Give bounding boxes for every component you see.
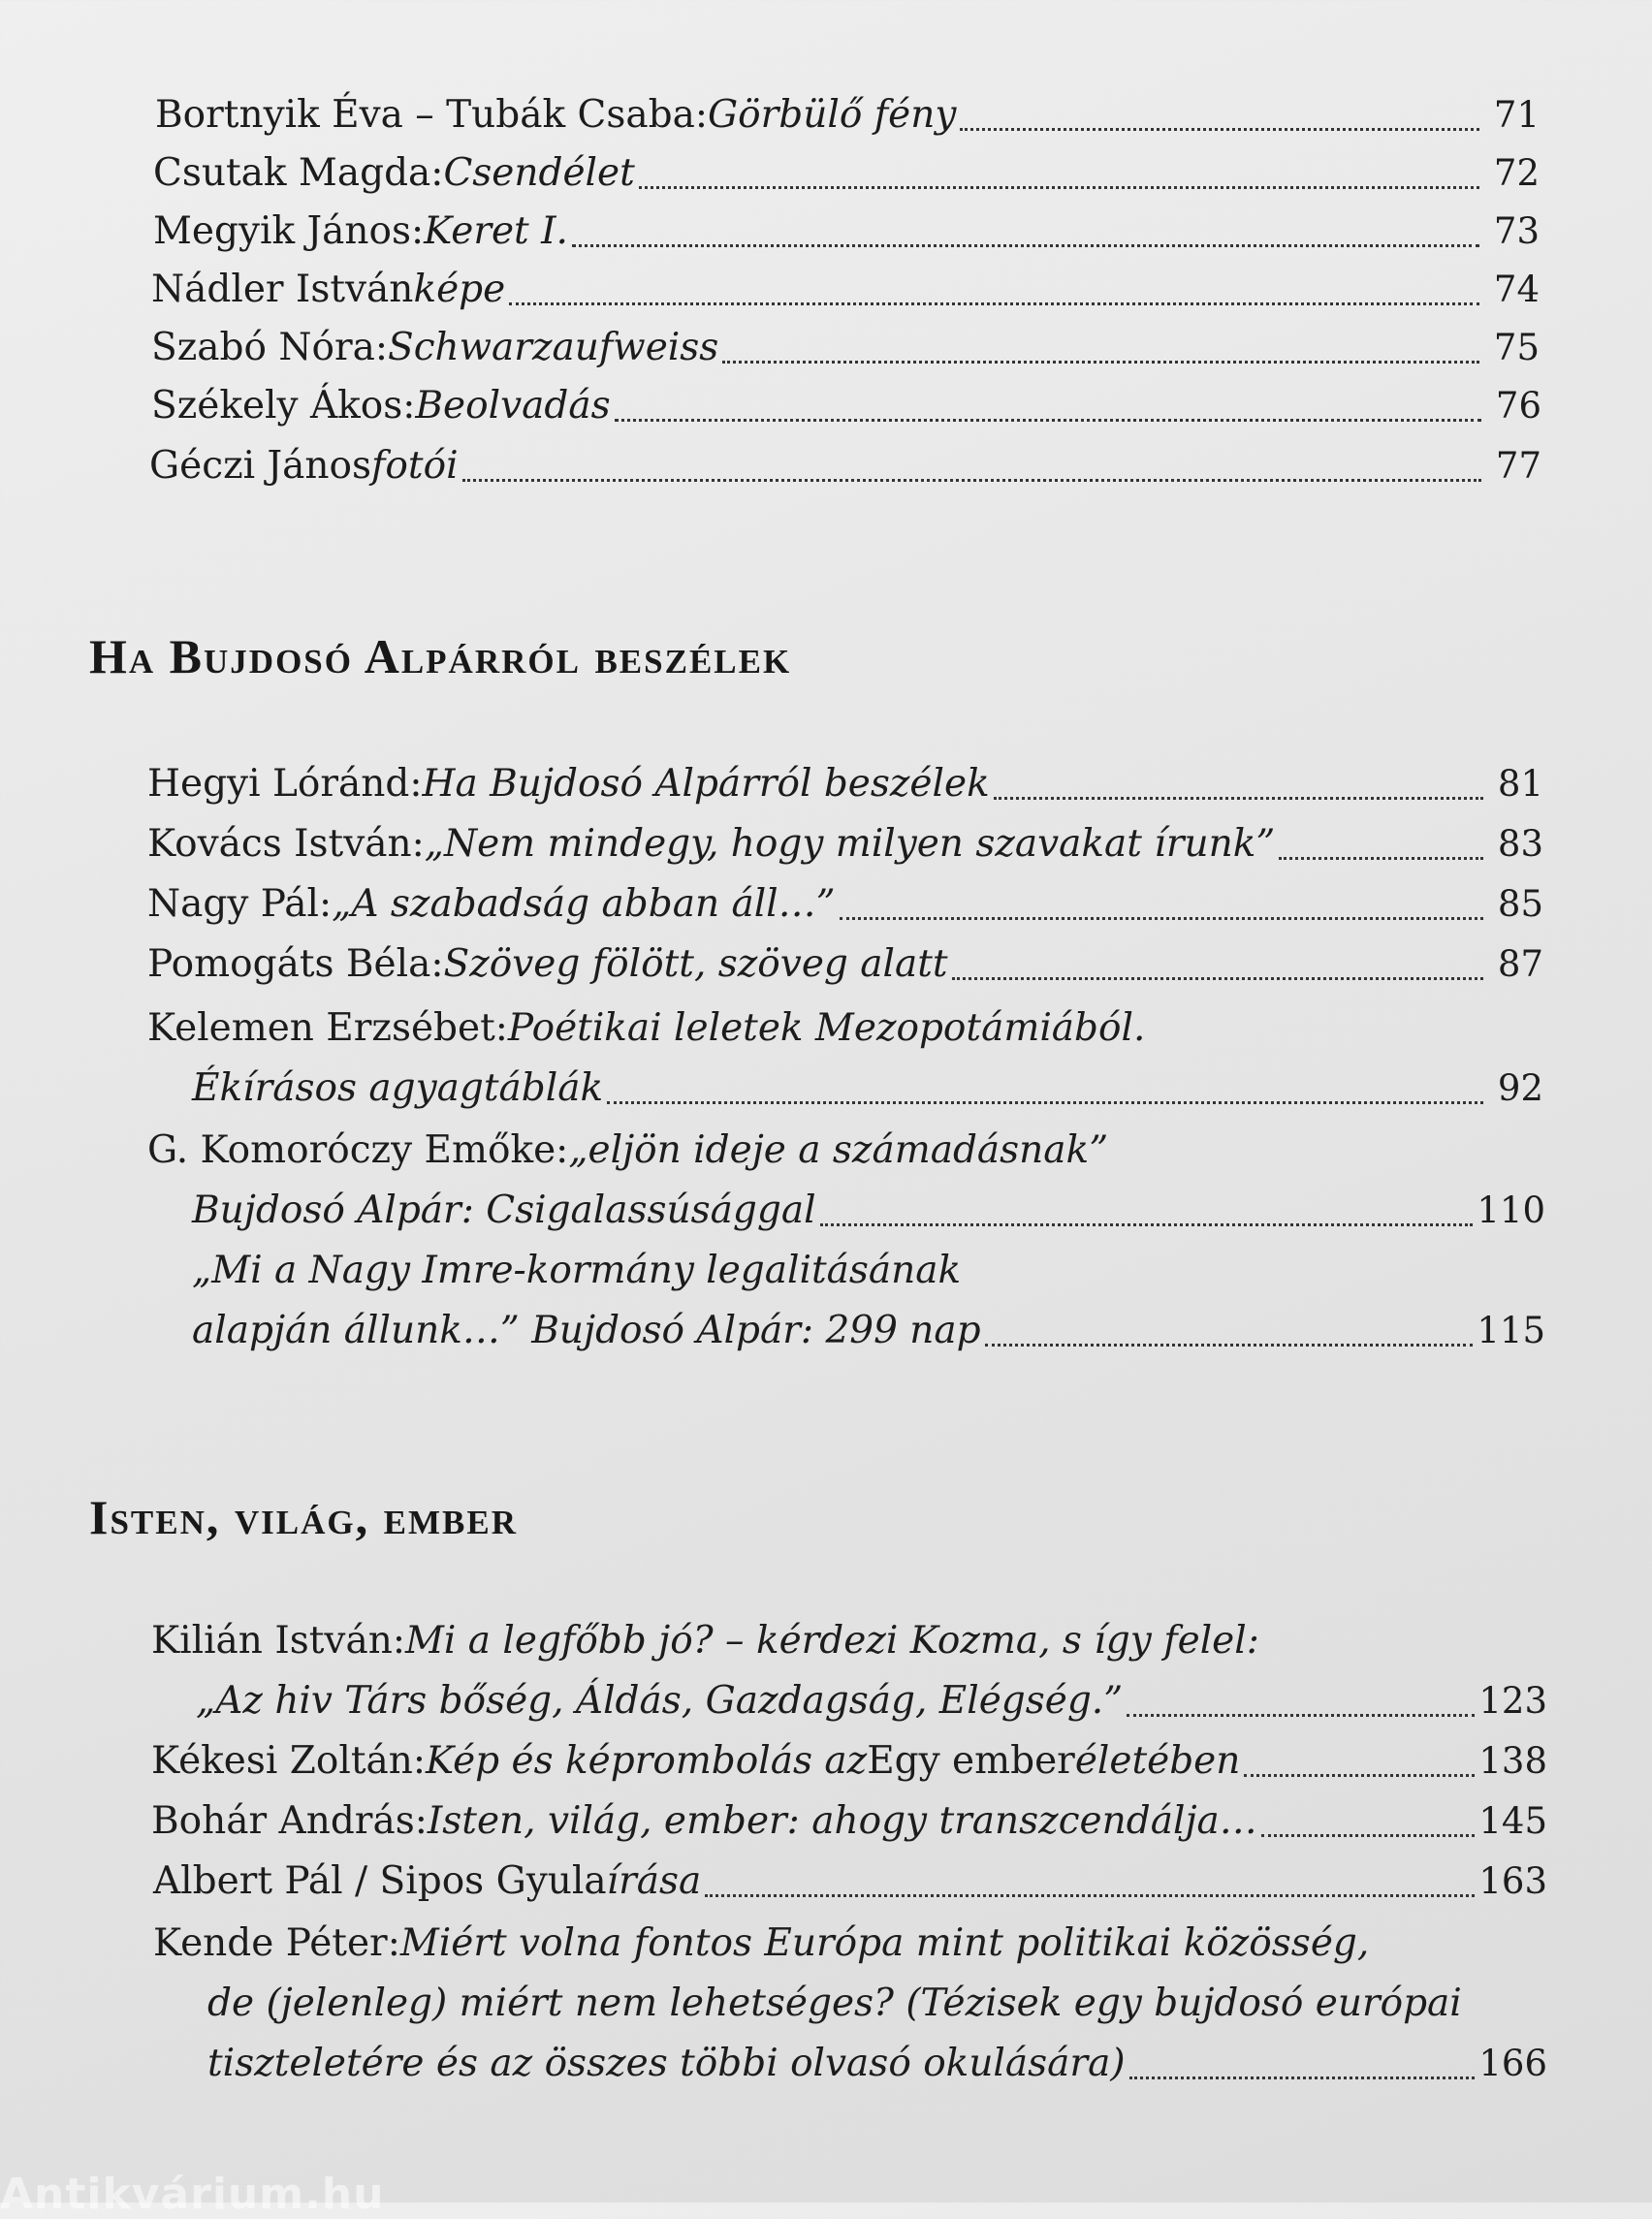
page-number: 145 [1478, 1800, 1547, 1842]
entry-author: Szabó Nóra: [151, 326, 388, 369]
page-number: 87 [1497, 943, 1543, 985]
toc-entry [147, 999, 1543, 1119]
page-number: 92 [1497, 1067, 1543, 1109]
entry-author: Albert Pál / Sipos Gyula [153, 1859, 607, 1903]
dot-leader [572, 241, 1479, 247]
dot-leader [1244, 1771, 1475, 1777]
dot-leader [1279, 854, 1483, 860]
entry-subtitle: „Mi a Nagy Imre-kormány legalitásának [192, 1249, 962, 1292]
dot-leader [615, 416, 1481, 422]
dot-leader [985, 1341, 1474, 1347]
entry-author: Megyik János: [153, 209, 425, 253]
entry-title-continued: Ékírásos agyagtáblák [192, 1066, 604, 1110]
entry-title: írása [606, 1859, 702, 1903]
entry-subtitle: Bujdosó Alpár: Csigalassúsággal [192, 1189, 816, 1232]
entry-author: Csutak Magda: [153, 151, 444, 195]
dot-leader [607, 1098, 1483, 1104]
section-heading: Ha Bujdosó Alpárról beszélek [89, 629, 792, 683]
page-number: 123 [1478, 1680, 1547, 1722]
entry-title: képe [413, 268, 506, 311]
page-number: 115 [1477, 1310, 1545, 1351]
toc-entry [153, 1852, 1547, 1912]
page-number: 163 [1478, 1860, 1547, 1902]
entry-author: Bortnyik Éva – Tubák Csaba: [155, 93, 708, 137]
toc-entry [153, 143, 1540, 204]
toc-entry [149, 436, 1541, 496]
entry-title: „A szabadság abban áll…” [332, 882, 836, 926]
toc-entry [151, 318, 1540, 378]
entry-author: Nádler István [151, 268, 414, 311]
dot-leader [722, 358, 1479, 364]
entry-title: Ha Bujdosó Alpárról beszélek [422, 762, 990, 806]
entry-author: Székely Ákos: [151, 384, 416, 428]
dot-leader [1127, 1711, 1475, 1717]
entry-author: G. Komoróczy Emőke: [147, 1128, 569, 1172]
entry-subtitle-continued: alapján állunk…” Bujdosó Alpár: 299 nap [192, 1309, 981, 1352]
entry-title: Miért volna fontos Európa mint politikai közösség, [399, 1921, 1370, 1965]
entry-author: Kende Péter: [153, 1921, 400, 1965]
entry-title: Görbülő fény [708, 93, 957, 137]
dot-leader [509, 300, 1479, 305]
toc-entry [151, 1791, 1547, 1852]
entry-author: Bohár András: [151, 1799, 428, 1843]
entry-title-continued: tiszteletére és az összes többi olvasó okulására) [207, 2042, 1126, 2085]
entry-title: Beolvadás [415, 384, 611, 428]
dot-leader [994, 794, 1483, 800]
dot-leader [639, 183, 1479, 189]
page-number: 71 [1493, 94, 1540, 136]
entry-title-continued: de (jelenleg) miért nem lehetséges? (Tézisek egy bujdosó európai [207, 1981, 1462, 2025]
page-number: 83 [1497, 823, 1543, 865]
entry-author: Kékesi Zoltán: [151, 1739, 426, 1783]
toc-entry [155, 85, 1540, 145]
entry-title-continued: „Az hiv Társ bőség, Áldás, Gazdagság, Elégség.” [196, 1679, 1124, 1723]
page-number: 75 [1493, 327, 1540, 368]
entry-title: Szöveg fölött, szöveg alatt [443, 942, 948, 986]
toc-entry [147, 1121, 1545, 1361]
entry-title: Schwarzaufweiss [388, 326, 719, 369]
dot-leader [820, 1220, 1474, 1226]
dot-leader [952, 974, 1483, 980]
toc-entry [147, 754, 1543, 814]
page-number: 74 [1493, 269, 1540, 310]
dot-leader [960, 125, 1479, 131]
toc-entry [151, 376, 1541, 436]
entry-title: Poétikai leletek Mezopotámiából. [507, 1006, 1146, 1050]
toc-entry [153, 1914, 1547, 2094]
dot-leader [840, 914, 1483, 920]
entry-author: Kovács István: [147, 822, 425, 866]
page-number: 73 [1493, 210, 1540, 252]
entry-author: Kelemen Erzsébet: [147, 1006, 508, 1050]
entry-title: fotói [371, 444, 459, 488]
entry-title: életében [1074, 1739, 1241, 1783]
toc-entry [153, 202, 1540, 262]
watermark: Antikvárium.hu [0, 2170, 385, 2219]
entry-title: Mi a legfőbb jó? – kérdezi Kozma, s így felel: [404, 1619, 1259, 1663]
page-number: 166 [1478, 2043, 1547, 2084]
toc-entry [151, 1731, 1547, 1791]
page-number: 81 [1497, 763, 1543, 805]
toc-entry [147, 935, 1543, 995]
page-number: 72 [1493, 152, 1540, 194]
page-number: 110 [1477, 1189, 1545, 1231]
section-heading: Isten, világ, ember [89, 1490, 518, 1544]
entry-author: Géczi János [149, 444, 371, 488]
entry-title: „Nem mindegy, hogy milyen szavakat írunk” [424, 822, 1276, 866]
page-number: 77 [1495, 445, 1541, 487]
entry-title: Csendélet [443, 151, 635, 195]
entry-author: Pomogáts Béla: [147, 942, 444, 986]
entry-title: „eljön ideje a számadásnak” [568, 1128, 1109, 1172]
dot-leader [1129, 2074, 1476, 2079]
entry-title: Kép és képrombolás az [426, 1739, 868, 1783]
page-number: 85 [1497, 883, 1543, 925]
entry-author: Kilián István: [151, 1619, 405, 1663]
dot-leader [462, 476, 1481, 482]
entry-author: Hegyi Lóránd: [147, 762, 423, 806]
toc-entry [147, 814, 1543, 874]
entry-title: Isten, világ, ember: ahogy transzcendálja… [427, 1799, 1257, 1843]
entry-title: Keret I. [424, 209, 568, 253]
toc-entry [151, 1611, 1547, 1731]
dot-leader [1261, 1831, 1476, 1837]
toc-entry [151, 260, 1540, 320]
entry-author: Nagy Pál: [147, 882, 333, 926]
entry-title-roman: Egy ember [867, 1739, 1075, 1783]
dot-leader [705, 1891, 1475, 1897]
toc-entry [147, 874, 1543, 935]
page-number: 76 [1495, 385, 1541, 427]
page-number: 138 [1478, 1740, 1547, 1782]
